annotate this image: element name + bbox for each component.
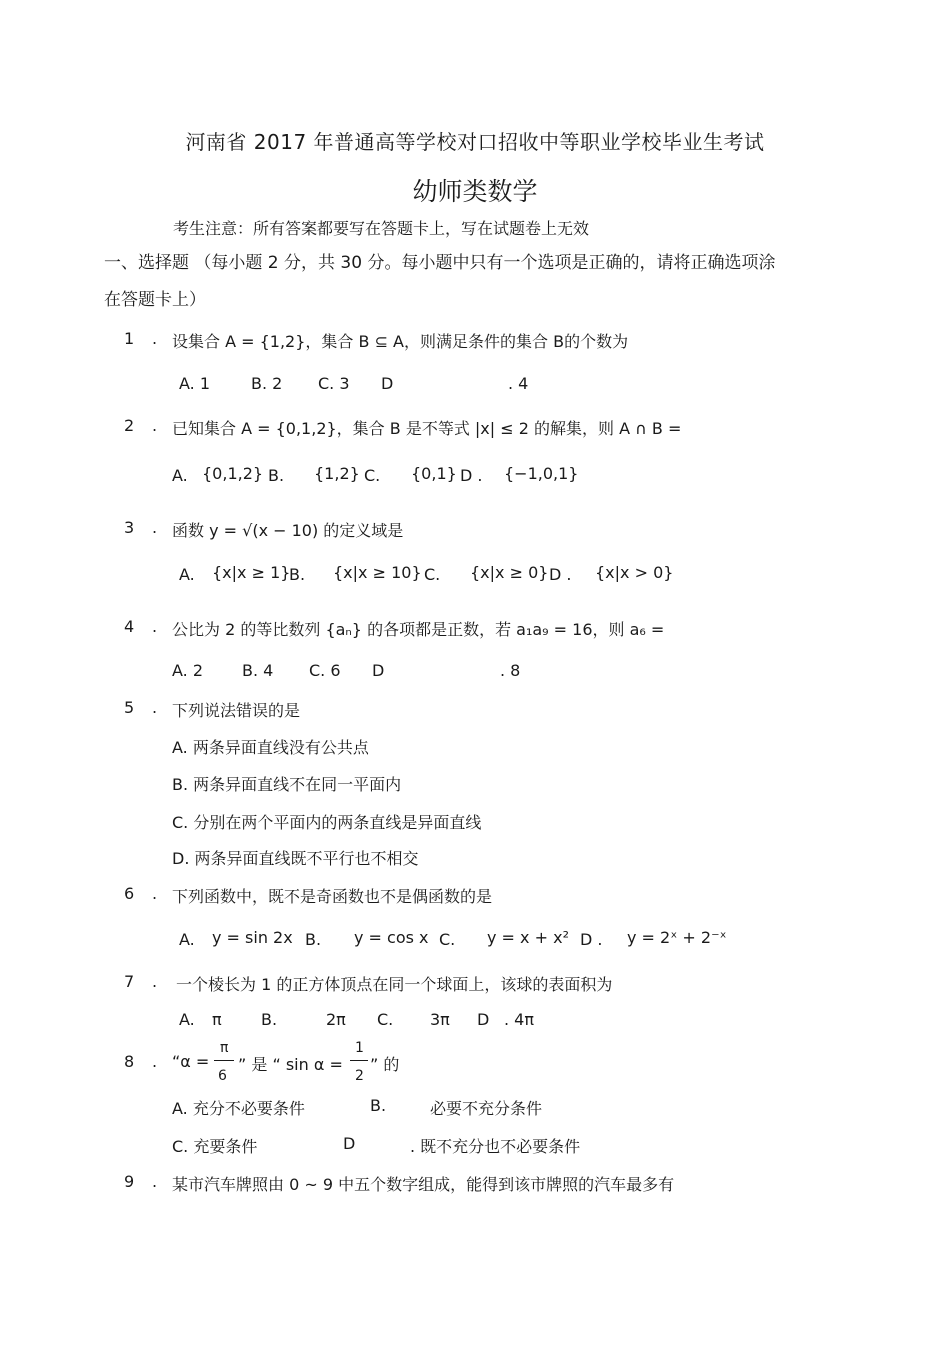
question-number: 6 xyxy=(124,884,135,903)
option-a-value: {x|x ≥ 1} xyxy=(212,563,291,582)
option-c: C. xyxy=(377,1010,394,1029)
option-b: B. xyxy=(305,930,322,949)
option-b-value: 2π xyxy=(326,1010,346,1029)
question-number: 2 xyxy=(124,416,135,435)
option-a: A. xyxy=(179,930,195,949)
option-a-value: π xyxy=(212,1010,222,1029)
question-dot: . xyxy=(152,972,158,991)
option-b: B. xyxy=(268,466,285,485)
option-b-value: {x|x ≥ 10} xyxy=(333,563,422,582)
option-a-value: y = sin 2x xyxy=(212,928,293,947)
option-d: D xyxy=(381,374,394,393)
option-a: A. xyxy=(172,466,188,485)
question-stem: 函数 y = √(x − 10) 的定义域是 xyxy=(172,521,404,540)
section-line-2: 在答题卡上） xyxy=(104,290,206,310)
option-d-value: y = 2ˣ + 2⁻ˣ xyxy=(627,928,727,947)
option-a: A. xyxy=(179,565,195,584)
option-c-value: y = x + x² xyxy=(487,928,569,947)
question-dot: . xyxy=(152,329,158,348)
fraction-1-bar xyxy=(214,1060,234,1061)
option-b: B. xyxy=(261,1010,278,1029)
option-d: D . xyxy=(580,930,603,949)
stem-part-3: ” 的 xyxy=(370,1055,400,1074)
question-number: 7 xyxy=(124,972,135,991)
question-dot: . xyxy=(152,518,158,537)
question-dot: . xyxy=(152,416,158,435)
option-c: C. xyxy=(439,930,456,949)
option-d: D xyxy=(477,1010,490,1029)
option-d-value: . 4π xyxy=(504,1010,534,1029)
option-c-value: 3π xyxy=(430,1010,450,1029)
question-number: 8 xyxy=(124,1052,135,1071)
stem-part-1: “α = xyxy=(172,1052,210,1071)
question-stem: 某市汽车牌照由 0 ~ 9 中五个数字组成，能得到该市牌照的汽车最多有 xyxy=(172,1175,675,1194)
option-a: A. 1 xyxy=(179,374,211,393)
exam-title: 河南省 2017 年普通高等学校对口招收中等职业学校毕业生考试 xyxy=(185,130,765,154)
stem-part-2: ” 是 “ sin α = xyxy=(238,1055,343,1074)
question-stem: 设集合 A = {1,2}，集合 B ⊆ A，则满足条件的集合 B的个数为 xyxy=(172,332,629,351)
question-number: 4 xyxy=(124,617,135,636)
option-b: B. 2 xyxy=(251,374,283,393)
question-stem: 一个棱长为 1 的正方体顶点在同一个球面上，该球的表面积为 xyxy=(176,975,613,994)
question-dot: . xyxy=(152,617,158,636)
option-c: C. xyxy=(424,565,441,584)
option-c: C. 充要条件 xyxy=(172,1137,258,1156)
option-d-value: {x|x > 0} xyxy=(595,563,674,582)
question-dot: . xyxy=(152,1172,158,1191)
option-d-value: {−1,0,1} xyxy=(504,464,579,483)
question-number: 5 xyxy=(124,698,135,717)
option-d: D. 两条异面直线既不平行也不相交 xyxy=(172,849,419,868)
fraction-2-numerator: 1 xyxy=(355,1040,364,1056)
question-stem: 下列说法错误的是 xyxy=(172,701,301,720)
option-d: D . xyxy=(460,466,483,485)
option-b: B. xyxy=(370,1096,387,1115)
fraction-1-denominator: 6 xyxy=(218,1068,227,1084)
notice-text: 考生注意：所有答案都要写在答题卡上，写在试题卷上无效 xyxy=(173,219,590,238)
fraction-2-denominator: 2 xyxy=(355,1068,364,1084)
fraction-1-numerator: π xyxy=(220,1040,229,1056)
option-d: D . xyxy=(549,565,572,584)
question-number: 1 xyxy=(124,329,135,348)
fraction-2-bar xyxy=(350,1060,368,1061)
question-number: 9 xyxy=(124,1172,135,1191)
option-d: D xyxy=(372,661,385,680)
option-d: D xyxy=(343,1134,356,1153)
question-stem: 下列函数中，既不是奇函数也不是偶函数的是 xyxy=(172,887,493,906)
option-a-value: {0,1,2} xyxy=(202,464,264,483)
option-b: B. xyxy=(289,565,306,584)
option-c: C. xyxy=(364,466,381,485)
option-a: A. 充分不必要条件 xyxy=(172,1099,305,1118)
option-c-value: {x|x ≥ 0} xyxy=(470,563,549,582)
option-b-value: {1,2} xyxy=(314,464,360,483)
question-stem: 公比为 2 的等比数列 {aₙ} 的各项都是正数，若 a₁a₉ = 16，则 a₆ = xyxy=(172,620,665,639)
question-dot: . xyxy=(152,1052,158,1071)
question-stem: 已知集合 A = {0,1,2}，集合 B 是不等式 |x| ≤ 2 的解集，则 A ∩ B = xyxy=(172,419,682,438)
question-dot: . xyxy=(152,698,158,717)
option-a: A. 两条异面直线没有公共点 xyxy=(172,738,369,757)
option-b-value: 必要不充分条件 xyxy=(430,1099,543,1118)
option-a: A. xyxy=(179,1010,195,1029)
option-c-value: {0,1} xyxy=(411,464,457,483)
option-d-value: . 8 xyxy=(500,661,521,680)
option-d-value: . 4 xyxy=(508,374,529,393)
option-a: A. 2 xyxy=(172,661,204,680)
option-d-value: . 既不充分也不必要条件 xyxy=(410,1137,581,1156)
option-b: B. 4 xyxy=(242,661,274,680)
question-number: 3 xyxy=(124,518,135,537)
option-b-value: y = cos x xyxy=(354,928,429,947)
option-b: B. 两条异面直线不在同一平面内 xyxy=(172,775,402,794)
subject-title: 幼师类数学 xyxy=(412,177,538,206)
option-c: C. 分别在两个平面内的两条直线是异面直线 xyxy=(172,813,482,832)
option-c: C. 6 xyxy=(309,661,341,680)
section-line-1: 一、选择题 （每小题 2 分，共 30 分。每小题中只有一个选项是正确的，请将正确选项涂 xyxy=(104,253,776,273)
question-dot: . xyxy=(152,884,158,903)
option-c: C. 3 xyxy=(318,374,350,393)
